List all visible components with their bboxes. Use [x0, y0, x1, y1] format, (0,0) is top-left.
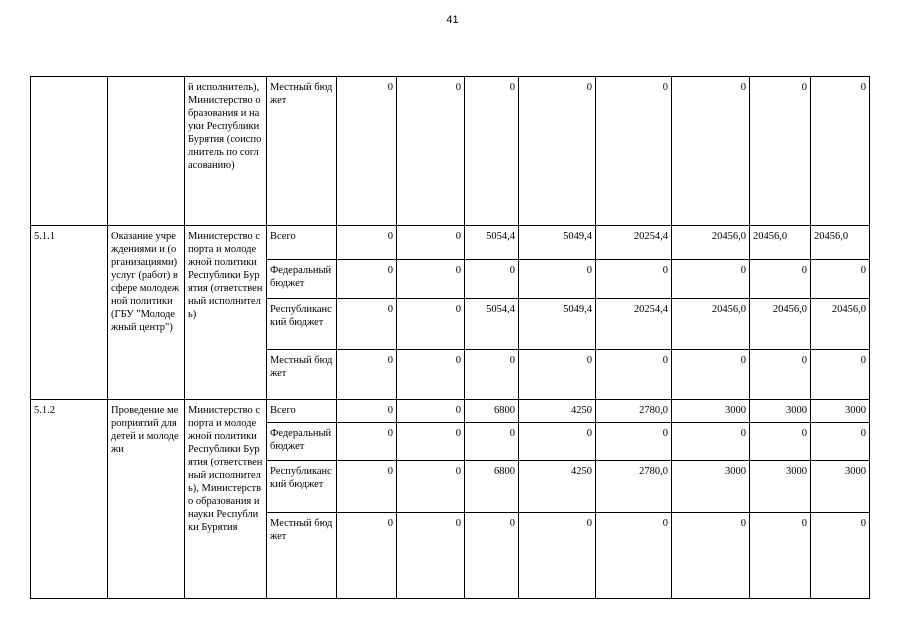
value-cell: 5054,4: [465, 226, 519, 260]
funding-source-cell: Всего: [267, 226, 337, 260]
value-cell: 0: [811, 77, 870, 226]
responsible-cell: Министерство спорта и молодежной политики Республики Бурятия (ответственный исполнитель): [185, 226, 267, 400]
value-cell: 20254,4: [596, 299, 672, 350]
value-cell: 0: [596, 350, 672, 400]
value-cell: 0: [465, 350, 519, 400]
value-cell: 6800: [465, 400, 519, 423]
value-cell: 0: [465, 260, 519, 299]
value-cell: 0: [397, 299, 465, 350]
value-cell: 0: [337, 400, 397, 423]
value-cell: 0: [811, 423, 870, 461]
value-cell: 0: [672, 260, 750, 299]
section-number-cell: [31, 77, 108, 226]
table-row: [31, 400, 870, 423]
value-cell: 0: [811, 260, 870, 299]
section-name-cell: Оказание учреждениями и (организациями) услуг (работ) в сфере молодежной политики (ГБУ "Молодежный центр"): [108, 226, 185, 400]
value-cell: 0: [337, 299, 397, 350]
responsible-cell: Министерство спорта и молодежной политики Республики Бурятия (ответственный исполнитель), Министерство образования и науки Республики Бурятия: [185, 400, 267, 599]
value-cell: 0: [337, 260, 397, 299]
value-cell: 0: [397, 423, 465, 461]
value-cell: 5054,4: [465, 299, 519, 350]
value-cell: 0: [672, 423, 750, 461]
funding-source-cell: Республиканский бюджет: [267, 299, 337, 350]
value-cell: 20456,0: [811, 226, 870, 260]
page-number: 41: [446, 14, 459, 26]
value-cell: 0: [750, 260, 811, 299]
value-cell: 0: [465, 513, 519, 599]
value-cell: 3000: [672, 461, 750, 513]
value-cell: 0: [519, 77, 596, 226]
value-cell: 0: [397, 77, 465, 226]
value-cell: 0: [672, 513, 750, 599]
value-cell: 2780,0: [596, 400, 672, 423]
value-cell: 0: [337, 350, 397, 400]
funding-source-cell: Местный бюджет: [267, 350, 337, 400]
budget-table: [30, 76, 870, 599]
funding-source-cell: Федеральный бюджет: [267, 423, 337, 461]
funding-source-cell: Федеральный бюджет: [267, 260, 337, 299]
value-cell: 0: [672, 350, 750, 400]
value-cell: 0: [465, 77, 519, 226]
section-number-cell: 5.1.2: [31, 400, 108, 599]
value-cell: 0: [337, 423, 397, 461]
section-number-cell: 5.1.1: [31, 226, 108, 400]
funding-source-cell: Местный бюджет: [267, 513, 337, 599]
value-cell: 4250: [519, 461, 596, 513]
value-cell: 5049,4: [519, 299, 596, 350]
value-cell: 0: [519, 423, 596, 461]
value-cell: 20456,0: [672, 226, 750, 260]
value-cell: 0: [596, 423, 672, 461]
value-cell: 0: [397, 260, 465, 299]
value-cell: 0: [750, 77, 811, 226]
value-cell: 3000: [750, 400, 811, 423]
value-cell: 2780,0: [596, 461, 672, 513]
value-cell: 20456,0: [750, 299, 811, 350]
value-cell: 0: [596, 260, 672, 299]
section-name-cell: Проведение мероприятий для детей и молодежи: [108, 400, 185, 599]
responsible-cell: й исполнитель), Министерство образования и науки Республики Бурятия (соисполнитель по согласованию): [185, 77, 267, 226]
value-cell: 20254,4: [596, 226, 672, 260]
table-row: [31, 226, 870, 260]
funding-source-cell: Республиканский бюджет: [267, 461, 337, 513]
value-cell: 0: [519, 260, 596, 299]
value-cell: 3000: [750, 461, 811, 513]
value-cell: 0: [397, 461, 465, 513]
value-cell: 0: [519, 350, 596, 400]
value-cell: 0: [397, 513, 465, 599]
value-cell: 0: [672, 77, 750, 226]
value-cell: 3000: [672, 400, 750, 423]
value-cell: 0: [811, 513, 870, 599]
value-cell: 5049,4: [519, 226, 596, 260]
funding-source-cell: Местный бюджет: [267, 77, 337, 226]
value-cell: 3000: [811, 400, 870, 423]
table-row: [31, 77, 870, 226]
value-cell: 6800: [465, 461, 519, 513]
section-name-cell: [108, 77, 185, 226]
value-cell: 0: [465, 423, 519, 461]
value-cell: 0: [596, 77, 672, 226]
value-cell: 0: [337, 461, 397, 513]
value-cell: 0: [337, 513, 397, 599]
value-cell: 20456,0: [811, 299, 870, 350]
value-cell: 0: [750, 513, 811, 599]
value-cell: 0: [750, 423, 811, 461]
value-cell: 0: [596, 513, 672, 599]
value-cell: 3000: [811, 461, 870, 513]
value-cell: 4250: [519, 400, 596, 423]
value-cell: 0: [519, 513, 596, 599]
value-cell: 0: [337, 77, 397, 226]
value-cell: 0: [811, 350, 870, 400]
value-cell: 20456,0: [750, 226, 811, 260]
value-cell: 0: [397, 226, 465, 260]
value-cell: 0: [750, 350, 811, 400]
funding-source-cell: Всего: [267, 400, 337, 423]
value-cell: 0: [397, 400, 465, 423]
value-cell: 0: [397, 350, 465, 400]
value-cell: 0: [337, 226, 397, 260]
value-cell: 20456,0: [672, 299, 750, 350]
